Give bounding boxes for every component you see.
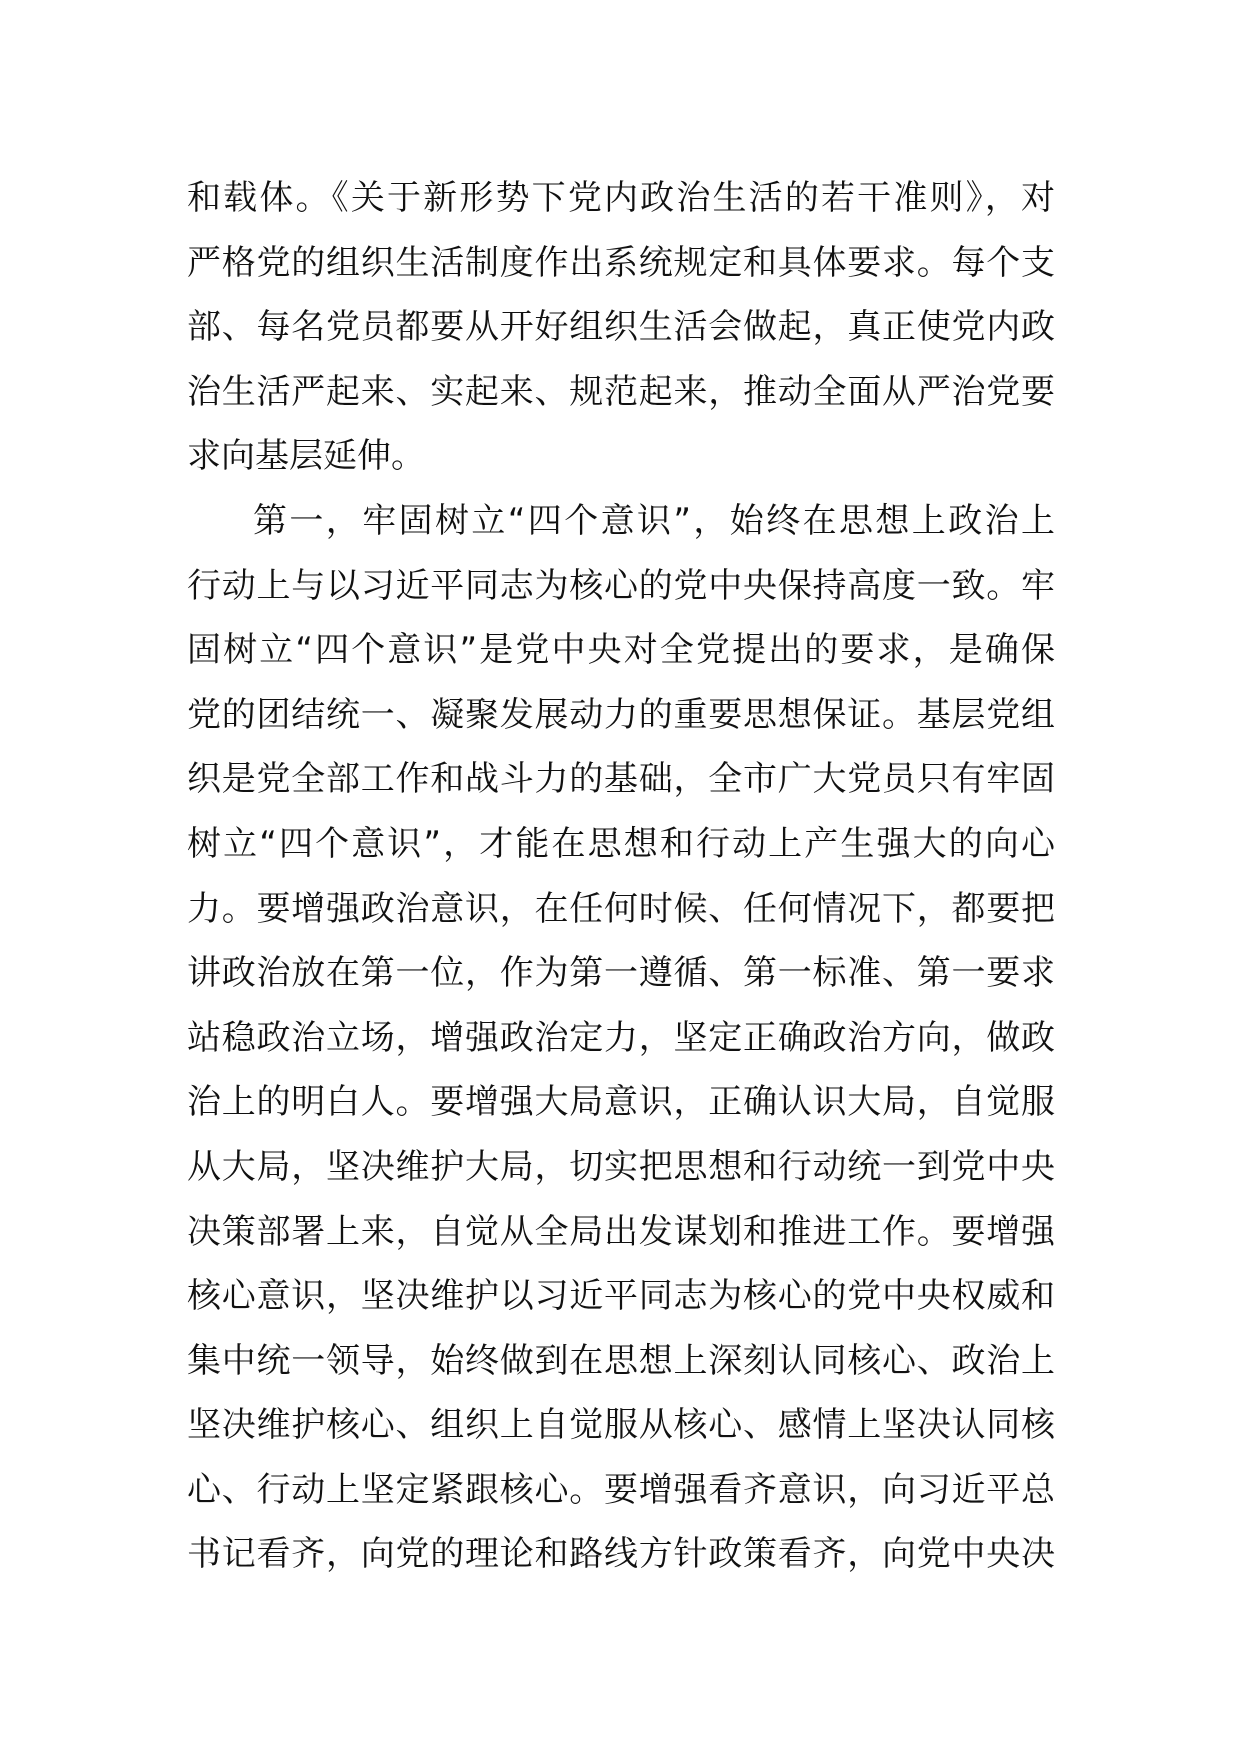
paragraph-line: 讲政治放在第一位，作为第一遵循、第一标准、第一要求 bbox=[187, 953, 1055, 994]
paragraph-line: 决策部署上来，自觉从全局出发谋划和推进工作。要增强 bbox=[187, 1211, 1055, 1252]
paragraph-line: 和载体。《关于新形势下党内政治生活的若干准则》，对 bbox=[187, 178, 1055, 218]
paragraph-line: 严格党的组织生活制度作出系统规定和具体要求。每个支 bbox=[187, 242, 1055, 283]
paragraph-line: 力。要增强政治意识，在任何时候、任何情况下，都要把 bbox=[187, 888, 1055, 929]
paragraph-line: 站稳政治立场，增强政治定力，坚定正确政治方向，做政 bbox=[187, 1017, 1055, 1058]
paragraph-line: 书记看齐，向党的理论和路线方针政策看齐，向党中央决 bbox=[187, 1534, 1055, 1575]
paragraph-2 bbox=[187, 489, 1055, 1587]
paragraph-line: 核心意识，坚决维护以习近平同志为核心的党中央权威和 bbox=[187, 1276, 1055, 1317]
paragraph-line: 党的团结统一、凝聚发展动力的重要思想保证。基层党组 bbox=[187, 694, 1055, 735]
paragraph-line: 坚决维护核心、组织上自觉服从核心、感情上坚决认同核 bbox=[187, 1405, 1055, 1446]
paragraph-line: 心、行动上坚定紧跟核心。要增强看齐意识，向习近平总 bbox=[187, 1469, 1055, 1510]
document-body bbox=[187, 166, 1055, 1587]
paragraph-line: 治上的明白人。要增强大局意识，正确认识大局，自觉服 bbox=[187, 1082, 1055, 1123]
paragraph-line: 治生活严起来、实起来、规范起来，推动全面从严治党要 bbox=[187, 371, 1055, 412]
paragraph-line: 集中统一领导，始终做到在思想上深刻认同核心、政治上 bbox=[187, 1340, 1055, 1381]
paragraph-line: 从大局，坚决维护大局，切实把思想和行动统一到党中央 bbox=[187, 1146, 1055, 1187]
paragraph-line: 织是党全部工作和战斗力的基础，全市广大党员只有牢固 bbox=[187, 759, 1055, 800]
paragraph-line: 第一，牢固树立“四个意识”，始终在思想上政治上 bbox=[253, 500, 1055, 541]
paragraph-line: 求向基层延伸。 bbox=[187, 436, 425, 477]
paragraph-line: 行动上与以习近平同志为核心的党中央保持高度一致。牢 bbox=[187, 565, 1055, 606]
paragraph-line: 树立“四个意识”，才能在思想和行动上产生强大的向心 bbox=[187, 823, 1055, 864]
paragraph-1 bbox=[187, 166, 1055, 489]
paragraph-line: 固树立“四个意识”是党中央对全党提出的要求，是确保 bbox=[187, 630, 1055, 671]
paragraph-line: 部、每名党员都要从开好组织生活会做起，真正使党内政 bbox=[187, 307, 1055, 348]
